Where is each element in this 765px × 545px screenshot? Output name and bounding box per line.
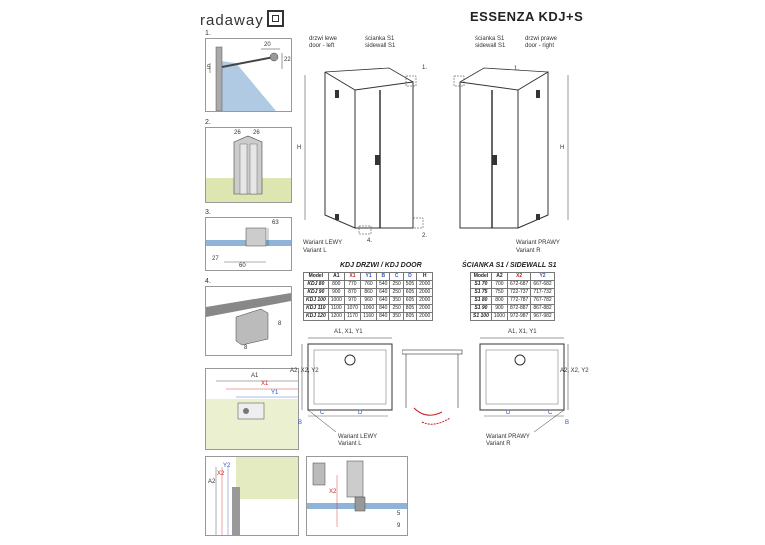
kdj-table-header-cell: B xyxy=(377,273,390,281)
table-cell: 350 xyxy=(390,297,403,305)
table-cell: S1 75 xyxy=(471,289,492,297)
s1-table-header-cell: A2 xyxy=(491,273,507,281)
detail-x2-dim-9: 9 xyxy=(397,523,401,529)
main-right-cabin-drawing xyxy=(440,30,580,260)
detail-1-dim-5: 5 xyxy=(207,65,211,71)
kdj-table-header-cell: A1 xyxy=(328,273,344,281)
center-side-view-drawing xyxy=(402,348,466,428)
table-cell: 760 xyxy=(360,281,376,289)
detail-a2-label-y2: Y2 xyxy=(223,463,231,469)
table-cell: KDJ 110 xyxy=(304,305,329,313)
table-cell: 350 xyxy=(390,313,403,321)
detail-3-panel xyxy=(205,217,292,271)
plan-left-variant-en: Variant L xyxy=(338,441,362,447)
plan-left-variant-pl: Wariant LEWY xyxy=(338,434,378,440)
table-cell: 2000 xyxy=(417,313,433,321)
table-row xyxy=(304,305,433,313)
table-cell: 605 xyxy=(403,297,416,305)
kdj-table-header-cell: Model xyxy=(304,273,329,281)
table-cell: 770 xyxy=(344,281,360,289)
table-cell: KDJ 120 xyxy=(304,313,329,321)
table-cell: 1100 xyxy=(328,305,344,313)
plan-right-variant-pl: Wariant PRAWY xyxy=(486,434,530,440)
table-cell: 2000 xyxy=(417,297,433,305)
plan-right-b-label: B xyxy=(565,420,570,426)
table-cell: 900 xyxy=(491,305,507,313)
table-cell: 767-782 xyxy=(531,297,554,305)
plan-right-d-label: D xyxy=(506,410,511,416)
kdj-table-caption: KDJ DRZWI / KDJ DOOR xyxy=(340,262,422,269)
detail-1-panel xyxy=(205,38,292,112)
s1-table-header-cell: X2 xyxy=(507,273,530,281)
main-right-door-label-pl: drzwi prawe xyxy=(525,36,558,42)
kdj-table-header-cell: Y1 xyxy=(360,273,376,281)
table-cell: 800 xyxy=(328,281,344,289)
plan-right-top-dims: A1, X1, Y1 xyxy=(508,329,537,335)
plan-right-side-dims: A2, X2, Y2 xyxy=(560,368,589,374)
plan-left-c-label: C xyxy=(320,410,325,416)
main-left-height-label: H xyxy=(297,145,302,151)
s1-sidewall-table xyxy=(470,272,555,321)
table-cell: 860 xyxy=(360,289,376,297)
detail-a2-drawing xyxy=(206,457,298,535)
main-right-sidewall-label-en: sidewall S1 xyxy=(475,43,506,49)
kdj-table-header-cell: D xyxy=(403,273,416,281)
detail-4-panel xyxy=(205,286,292,356)
table-cell: 2000 xyxy=(417,289,433,297)
s1-table-body xyxy=(471,281,555,321)
s1-table-header-row xyxy=(471,273,555,281)
kdj-table-header-row xyxy=(304,273,433,281)
detail-2-panel xyxy=(205,127,292,203)
table-cell: 722-737 xyxy=(507,289,530,297)
table-cell: 250 xyxy=(390,289,403,297)
main-right-variant-pl: Wariant PRAWY xyxy=(516,240,560,246)
main-left-sidewall-label-pl: ścianka S1 xyxy=(365,36,395,42)
table-cell: 800 xyxy=(491,297,507,305)
table-row xyxy=(304,297,433,305)
brand-name: radaway xyxy=(200,12,264,29)
plan-right xyxy=(472,328,589,447)
table-cell: 972-987 xyxy=(507,313,530,321)
plan-left-d-label: D xyxy=(358,410,363,416)
detail-1-drawing xyxy=(206,39,291,111)
main-left-cabin-drawing xyxy=(295,30,435,260)
table-row xyxy=(471,281,555,289)
table-cell: 700 xyxy=(491,281,507,289)
table-cell: 605 xyxy=(403,289,416,297)
table-cell: KDJ 90 xyxy=(304,289,329,297)
table-cell: 1060 xyxy=(360,305,376,313)
detail-a2-label-a2: A2 xyxy=(208,479,216,485)
detail-2-dim-a: 26 xyxy=(234,130,241,136)
table-cell: 772-787 xyxy=(507,297,530,305)
s1-table-header-cell: Y2 xyxy=(531,273,554,281)
table-cell: S1 100 xyxy=(471,313,492,321)
table-cell: 672-687 xyxy=(507,281,530,289)
plan-left-b-label: B xyxy=(298,420,303,426)
detail-a1-label-y1: Y1 xyxy=(271,390,279,396)
table-cell: 1000 xyxy=(328,297,344,305)
main-right-door-label-en: door - right xyxy=(525,43,555,49)
page-title: ESSENZA KDJ+S xyxy=(470,9,584,24)
table-cell: 750 xyxy=(491,289,507,297)
main-right-height-label: H xyxy=(560,145,565,151)
step-4-label: 4. xyxy=(205,278,211,285)
detail-1-dim-22: 22 xyxy=(284,57,291,63)
logo-mark-icon xyxy=(267,10,284,27)
table-row xyxy=(304,281,433,289)
detail-3-dim-27: 27 xyxy=(212,256,219,262)
table-cell: 1000 xyxy=(491,313,507,321)
main-right-variant-en: Variant R xyxy=(516,248,541,254)
table-cell: KDJ 100 xyxy=(304,297,329,305)
center-side-view xyxy=(402,348,466,428)
table-cell: 505 xyxy=(403,281,416,289)
detail-4-dim-8a: 8 xyxy=(278,321,282,327)
table-cell: 2000 xyxy=(417,281,433,289)
table-row xyxy=(471,289,555,297)
table-cell: 1170 xyxy=(344,313,360,321)
plan-right-variant-en: Variant R xyxy=(486,441,511,447)
detail-a1-label-a1: A1 xyxy=(251,373,259,379)
table-cell: 667-682 xyxy=(531,281,554,289)
table-row xyxy=(471,305,555,313)
main-left-callout-1: 1. xyxy=(422,65,428,71)
brand-logo xyxy=(200,10,284,29)
table-row xyxy=(471,297,555,305)
detail-a1-panel xyxy=(205,368,299,450)
table-cell: 872-887 xyxy=(507,305,530,313)
plan-right-drawing xyxy=(472,328,572,446)
table-row xyxy=(471,313,555,321)
table-cell: 2000 xyxy=(417,305,433,313)
detail-4-dim-8b: 8 xyxy=(244,345,248,351)
table-cell: 840 xyxy=(377,305,390,313)
table-cell: 640 xyxy=(377,289,390,297)
detail-2-dim-b: 26 xyxy=(253,130,260,136)
table-cell: 640 xyxy=(377,297,390,305)
table-cell: 970 xyxy=(344,297,360,305)
main-left-door-label-en: door - left xyxy=(309,43,335,49)
detail-2-drawing xyxy=(206,128,291,202)
kdj-table-body xyxy=(304,281,433,321)
detail-a1-label-x1: X1 xyxy=(261,381,269,387)
detail-a2-label-x2: X2 xyxy=(217,471,225,477)
table-cell: S1 80 xyxy=(471,297,492,305)
table-cell: 805 xyxy=(403,305,416,313)
kdj-door-table xyxy=(303,272,433,321)
plan-left-drawing xyxy=(298,328,398,446)
detail-1-dim-20: 20 xyxy=(264,42,271,48)
main-left-variant-pl: Wariant LEWY xyxy=(303,240,343,246)
step-1-label: 1. xyxy=(205,30,211,37)
step-3-label: 3. xyxy=(205,209,211,216)
detail-x2-panel xyxy=(306,456,408,536)
detail-x2-label: X2 xyxy=(329,489,337,495)
detail-a2-panel xyxy=(205,456,299,536)
main-drawing-left xyxy=(295,30,435,260)
detail-3-dim-60: 60 xyxy=(239,263,246,269)
table-cell: 960 xyxy=(360,297,376,305)
plan-left xyxy=(290,328,398,447)
table-row xyxy=(304,289,433,297)
table-cell: 1070 xyxy=(344,305,360,313)
table-row xyxy=(304,313,433,321)
table-cell: 867-882 xyxy=(531,305,554,313)
main-left-callout-2: 2. xyxy=(422,233,428,239)
main-left-variant-en: Variant L xyxy=(303,248,327,254)
main-right-callout-1: 1. xyxy=(514,66,520,72)
main-right-sidewall-label-pl: ścianka S1 xyxy=(475,36,505,42)
detail-x2-dim-5: 5 xyxy=(397,511,401,517)
kdj-table-header-cell: X1 xyxy=(344,273,360,281)
table-cell: 717-732 xyxy=(531,289,554,297)
table-cell: 900 xyxy=(328,289,344,297)
step-2-label: 2. xyxy=(205,119,211,126)
table-cell: 967-982 xyxy=(531,313,554,321)
table-cell: 840 xyxy=(377,313,390,321)
plan-left-side-dims: A2, X2, Y2 xyxy=(290,368,319,374)
kdj-table-header-cell: C xyxy=(390,273,403,281)
table-cell: 540 xyxy=(377,281,390,289)
table-cell: KDJ 80 xyxy=(304,281,329,289)
detail-x2-drawing xyxy=(307,457,407,535)
main-left-sidewall-label-en: sidewall S1 xyxy=(365,43,396,49)
plan-left-top-dims: A1, X1, Y1 xyxy=(334,329,363,335)
main-drawing-right xyxy=(440,30,580,260)
kdj-table-header-cell: H xyxy=(417,273,433,281)
table-cell: S1 70 xyxy=(471,281,492,289)
table-cell: 805 xyxy=(403,313,416,321)
table-cell: 1160 xyxy=(360,313,376,321)
main-left-door-label-pl: drzwi lewe xyxy=(309,36,338,42)
table-cell: 250 xyxy=(390,281,403,289)
plan-right-c-label: C xyxy=(548,410,553,416)
table-cell: 250 xyxy=(390,305,403,313)
s1-table-header-cell: Model xyxy=(471,273,492,281)
s1-table-caption: ŚCIANKA S1 / SIDEWALL S1 xyxy=(462,262,557,269)
table-cell: S1 90 xyxy=(471,305,492,313)
table-cell: 870 xyxy=(344,289,360,297)
detail-a1-drawing xyxy=(206,369,298,449)
main-left-callout-4: 4. xyxy=(367,238,373,244)
detail-3-dim-63: 63 xyxy=(272,220,279,226)
table-cell: 1200 xyxy=(328,313,344,321)
